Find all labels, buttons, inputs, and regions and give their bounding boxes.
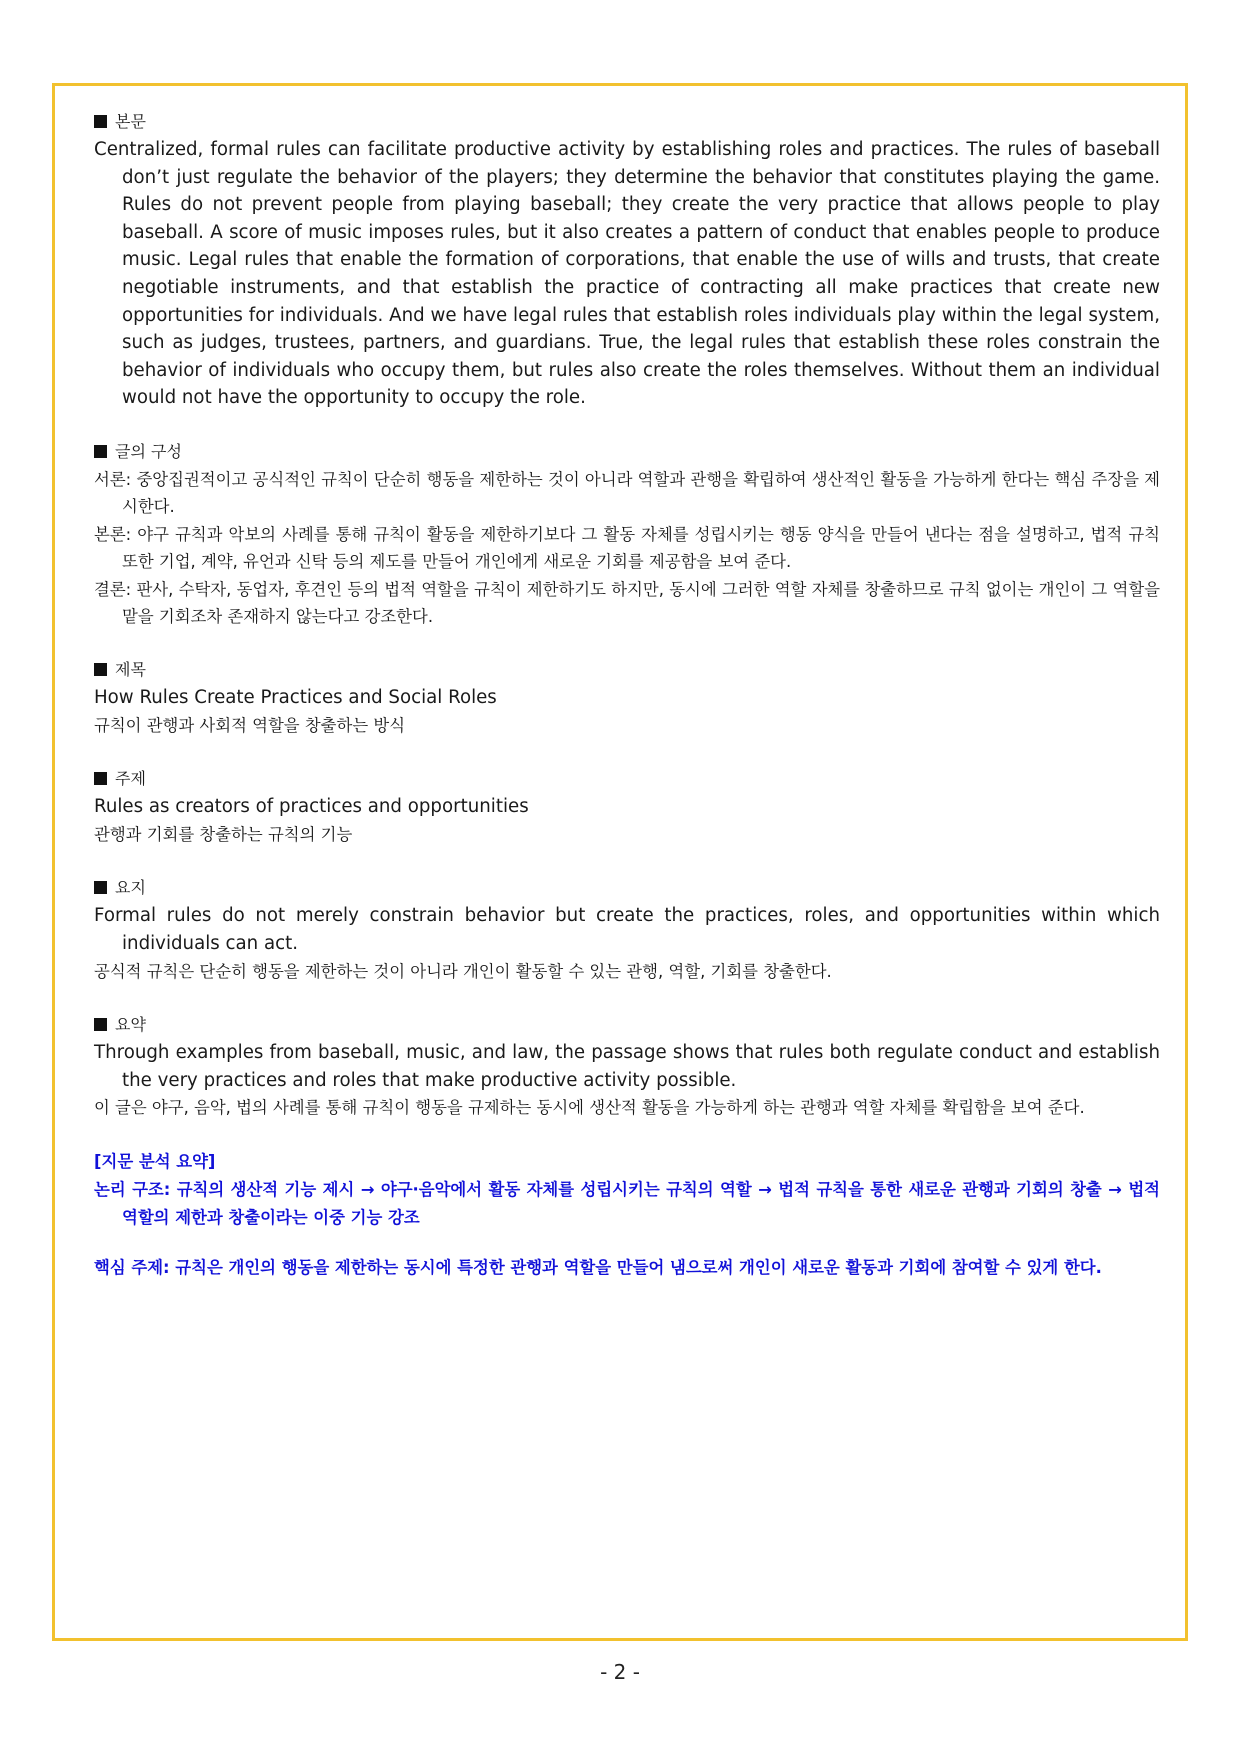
title-en: How Rules Create Practices and Social Roles [94, 687, 497, 709]
section-summary [94, 1011, 1160, 1122]
section-theme [94, 765, 1160, 848]
title-ko: 규칙이 관행과 사회적 역할을 창출하는 방식 [94, 715, 406, 735]
section-heading: 본문 [94, 108, 1160, 136]
structure-main: 본론: 야구 규칙과 악보의 사례를 통해 규칙이 활동을 제한하기보다 그 활동 자체를 성립시키는 행동 양식을 만들어 낸다는 점을 설명하고, 법적 규칙 또한 기업, 계약, 유언과 신탁 등의 제도를 만들어 개인에게 새로운 기회를 제공함을 보여 준다. [94, 524, 1160, 572]
square-bullet-icon [94, 1018, 107, 1031]
section-title [94, 656, 1160, 739]
section-heading: 요지 [94, 874, 1160, 902]
square-bullet-icon [94, 115, 107, 128]
gist-en: Formal rules do not merely constrain behavior but create the practices, roles, and opportunities within which individuals can act. [94, 905, 1160, 954]
section-structure [94, 438, 1160, 630]
square-bullet-icon [94, 772, 107, 785]
square-bullet-icon [94, 663, 107, 676]
analysis-core: 핵심 주제: 규칙은 개인의 행동을 제한하는 동시에 특정한 관행과 역할을 만들어 냄으로써 개인이 새로운 활동과 기회에 참여할 수 있게 한다. [94, 1257, 1102, 1277]
passage-text: Centralized, formal rules can facilitate productive activity by establishing roles and practices. The rules of baseball don’t just regulate the behavior of the players; they determine the behavior that constitutes playing the game. Rules do not prevent people from playing baseball; they create the very practice that allows people to play baseball. A score of music imposes rules, but it also creates a pattern of conduct that enables people to produce music. Legal rules that enable the formation of corporations, that enable the use of wills and trusts, that create negotiable instruments, and that establish the practice of contracting all make practices that create new opportunities for individuals. And we have legal rules that establish roles individuals play within the legal system, such as judges, trustees, partners, and guardians. True, the legal rules that establish these roles constrain the behavior of individuals who occupy them, but rules also create the roles themselves. Without them an individual would not have the opportunity to occupy the role. [94, 139, 1160, 409]
square-bullet-icon [94, 881, 107, 894]
gist-ko: 공식적 규칙은 단순히 행동을 제한하는 것이 아니라 개인이 활동할 수 있는 관행, 역할, 기회를 창출한다. [94, 961, 832, 981]
structure-intro: 서론: 중앙집권적이고 공식적인 규칙이 단순히 행동을 제한하는 것이 아니라 역할과 관행을 확립하여 생산적인 활동을 가능하게 한다는 핵심 주장을 제시한다. [94, 469, 1160, 517]
section-analysis [94, 1148, 1160, 1282]
section-heading: 제목 [94, 656, 1160, 684]
theme-ko: 관행과 기회를 창출하는 규칙의 기능 [94, 824, 353, 844]
section-heading: 글의 구성 [94, 438, 1160, 466]
structure-conclusion: 결론: 판사, 수탁자, 동업자, 후견인 등의 법적 역할을 규칙이 제한하기도 하지만, 동시에 그러한 역할 자체를 창출하므로 규칙 없이는 개인이 그 역할을 맡을 기회조차 존재하지 않는다고 강조한다. [94, 579, 1160, 626]
page-number: - 2 - [600, 1660, 640, 1684]
section-heading: 주제 [94, 765, 1160, 793]
section-heading: 요약 [94, 1011, 1160, 1039]
section-gist [94, 874, 1160, 985]
document-content [94, 108, 1160, 1308]
summary-ko: 이 글은 야구, 음악, 법의 사례를 통해 규칙이 행동을 규제하는 동시에 생산적 활동을 가능하게 하는 관행과 역할 자체를 확립함을 보여 준다. [94, 1098, 1085, 1118]
summary-en: Through examples from baseball, music, and law, the passage shows that rules both regulate conduct and establish the very practices and roles that make productive activity possible. [94, 1041, 1160, 1091]
analysis-heading: [지문 분석 요약] [94, 1151, 216, 1171]
section-body [94, 108, 1160, 412]
theme-en: Rules as creators of practices and opportunities [94, 796, 529, 818]
analysis-logic: 논리 구조: 규칙의 생산적 기능 제시 → 야구·음악에서 활동 자체를 성립시키는 규칙의 역할 → 법적 규칙을 통한 새로운 관행과 기회의 창출 → 법적 역할의 제한과 창출이라는 이중 기능 강조 [94, 1179, 1160, 1227]
square-bullet-icon [94, 445, 107, 458]
